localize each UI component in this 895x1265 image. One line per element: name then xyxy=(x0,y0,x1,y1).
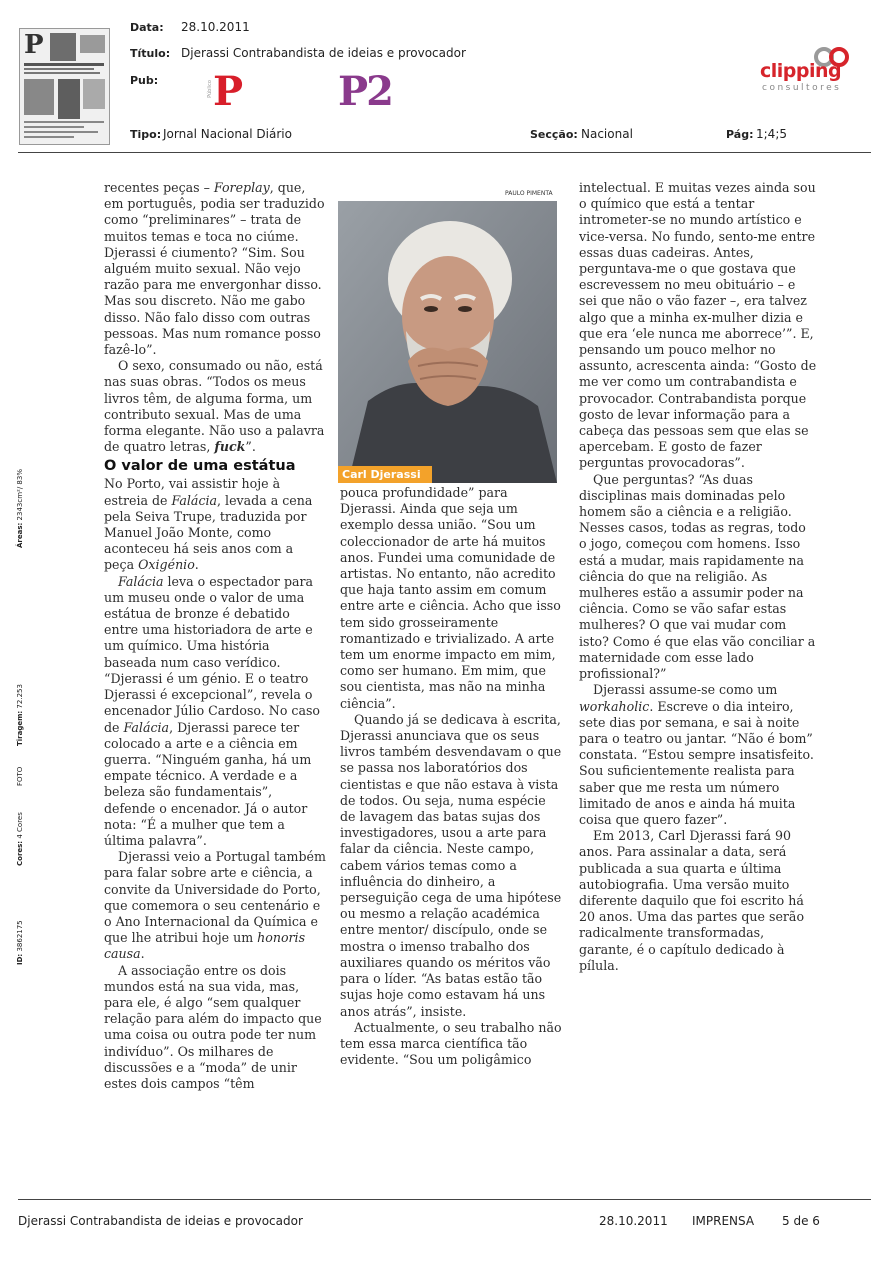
col1-paragraph: Djerassi veio a Portugal também para falar sobre arte e ciência, a convite da Universidade do Porto, que comemora o seu centenário e o Ano Internacional da Química e que lhe atribui hoje um honoris causa. xyxy=(104,849,326,962)
col3-paragraph: Que perguntas? “As duas disciplinas mais dominadas pelo homem são a ciência e a religião. Nesses casos, todas as regras, todo o jogo, começou com homens. Isso está a mudar, mais rapidamente na ciência do que na religião. As mulheres estão a assumir poder na ciência. Como se vão safar estas mulheres? O que vai mudar com isto? Como é que elas vão conciliar a maternidade com esse lado profissional?” xyxy=(579,471,816,682)
col2-paragraph: Actualmente, o seu trabalho não tem essa marca científica tão evidente. “Sou um poligâmico xyxy=(340,1019,562,1068)
tipo-value: Jornal Nacional Diário xyxy=(163,127,292,141)
portrait-photo xyxy=(338,201,557,483)
footer-divider xyxy=(18,1199,871,1200)
col1-paragraph: O sexo, consumado ou não, está nas suas obras. “Todos os meus livros têm, de alguma forma, um contributo sexual. Mas de uma forma elegante. Não uso a palavra de quatro letras, fuck”. xyxy=(104,358,325,455)
col1-paragraph: No Porto, vai assistir hoje à estreia de Falácia, levada a cena pela Seiva Trupe, traduzida por Manuel João Monte, como aconteceu há seis anos com a peça Oxigénio. xyxy=(104,476,313,573)
header-divider xyxy=(18,152,871,153)
titulo-value: Djerassi Contrabandista de ideias e provocador xyxy=(181,46,466,60)
clipping-word: clipping xyxy=(760,60,842,82)
col1-paragraph: recentes peças – Foreplay, que, em português, podia ser traduzido como “preliminares” – trata de muitos temas e toca no ciúme. Djerassi é ciumento? “Sim. Sou alguém muito sexual. Não vejo razão para me envergonhar disso. Mas sou discreto. Não me gabo disso. Não falo disso com outras pessoas. Mas num romance posso fazê-lo”. xyxy=(104,180,325,358)
tiragem-value: 72.253 xyxy=(16,684,24,709)
article-column-3 xyxy=(579,180,817,974)
newspaper-thumbnail xyxy=(19,28,110,145)
publico-logo xyxy=(206,68,253,115)
col3-paragraph: Em 2013, Carl Djerassi fará 90 anos. Para assinalar a data, será publicada a sua quarta e última autobiografia. Uma versão muito diferente daquilo que foi escrito há 20 anos. Uma das partes que serão radicalmente transformadas, garante, é o capítulo dedicado à pílula. xyxy=(579,828,805,973)
p2-logo-letters: P2 xyxy=(338,68,392,115)
id-value: 3862175 xyxy=(16,920,24,952)
data-value: 28.10.2011 xyxy=(181,20,250,34)
svg-text:P: P xyxy=(24,30,44,60)
clipping-sub: consultores xyxy=(762,83,842,93)
seccao-value: Nacional xyxy=(581,127,633,141)
col3-paragraph: Djerassi assume-se como um workaholic. Escreve o dia inteiro, sete dias por semana, e sai à noite para o teatro ou jantar. “Não é bom” constata. “Estou sempre insatisfeito. Sou suficientemente realista para saber que me resta um número limitado de anos e ainda há muita coisa que quero fazer”. xyxy=(579,682,814,827)
pag-value: 1;4;5 xyxy=(756,127,787,141)
id-label: ID: xyxy=(16,953,24,965)
foto-label: FOTO xyxy=(16,766,24,786)
portrait-illustration xyxy=(338,201,557,483)
photo-credit: PAULO PIMENTA xyxy=(505,190,553,197)
col3-paragraph: intelectual. E muitas vezes ainda sou o químico que está a tentar intrometer-se no mundo artístico e vice-versa. No fundo, sento-me entre essas duas cadeiras. Antes, perguntava-me o que gostava que escrevessem no meu obituário – e sei que não o vão fazer –, era talvez algo que a minha ex-mulher dizia e que era ‘ele nunca me aborrece’”. E, pensando um pouco melhor no assunto, acrescenta ainda: “Gosto de me ver como um contrabandista e provocador. Contrabandista porque gosto de levar informação para a cabeça das pessoas sem que elas se apercebam. E gosto de fazer perguntas provocadoras”. xyxy=(579,180,817,471)
article-column-2 xyxy=(340,485,562,1068)
pag-label: Pág: xyxy=(726,128,754,141)
p2-logo xyxy=(338,68,398,115)
cores-value: 4 Cores xyxy=(16,812,24,839)
tipo-label: Tipo: xyxy=(130,128,162,141)
data-label: Data: xyxy=(130,21,164,34)
col2-paragraph: Quando já se dedicava à escrita, Djerassi anunciava que os seus livros também desvendavam o que se passa nos laboratórios dos cientistas e que não estava à vista de todos. Ou seja, numa espécie de lavagem das batas sujas dos investigadores, usou a arte para falar da ciência. Neste campo, cabem vários temas como a influência do dinheiro, a perseguição cega de uma hipótese ou mesmo a relação académica entre mentor/ discípulo, onde se mostra o imenso trabalho dos auxiliares quando os méritos vão para o líder. “As batas estão tão sujas hoje como estavam há uns anos atrás”, insiste. xyxy=(340,711,562,1019)
pub-label: Pub: xyxy=(130,74,159,87)
seccao-label: Secção: xyxy=(530,128,578,141)
footer-type: IMPRENSA xyxy=(692,1214,755,1228)
titulo-label: Título: xyxy=(130,47,171,60)
footer-page: 5 de 6 xyxy=(782,1214,820,1228)
publico-logo-letter: P xyxy=(213,68,244,115)
col2-paragraph: pouca profundidade” para Djerassi. Ainda que seja um exemplo dessa união. “Sou um coleccionador de arte há muitos anos. Fundei uma comunidade de artistas. No entanto, não acredito que haja tanto assim em comum entre arte e ciência. Acho que isso tem sido grosseiramente romantizado e trivializado. A arte tem um enorme impacto em mim, como ser humano. Em mim, que sou cientista, mas não na minha ciência”. xyxy=(340,485,561,711)
clipping-logo xyxy=(760,40,870,100)
tiragem-label: Tiragem: xyxy=(16,710,24,746)
footer-title: Djerassi Contrabandista de ideias e provocador xyxy=(18,1214,303,1228)
footer-date: 28.10.2011 xyxy=(599,1214,668,1228)
publico-logo-small: Público xyxy=(206,80,213,98)
areas-label: Áreas: xyxy=(16,522,24,548)
article-column-1 xyxy=(104,180,326,1092)
section-heading: O valor de uma estátua xyxy=(104,458,296,475)
photo-caption: Carl Djerassi xyxy=(338,466,432,483)
cores-label: Cores: xyxy=(16,840,24,866)
col1-paragraph: A associação entre os dois mundos está na sua vida, mas, para ele, é algo “sem qualquer relação para além do impacto que uma coisa ou outra pode ter num indivíduo”. Os milhares de discussões e a “moda” de unir estes dois campos “têm xyxy=(104,962,322,1091)
areas-value: 2343cm²/ 83% xyxy=(16,469,24,521)
col1-paragraph: Falácia leva o espectador para um museu onde o valor de uma estátua de bronze é debatido entre uma historiadora de arte e um químico. Uma história baseada num caso verídico. “Djerassi é um génio. E o teatro Djerassi é excepcional”, revela o encenador Júlio Cardoso. No caso de Falácia, Djerassi parece ter colocado a arte e a ciência em guerra. “Ninguém ganha, há um empate técnico. A verdade e a beleza são fundamentais”, defende o encenador. Já o autor nota: “É a mulher que tem a última palavra”. xyxy=(104,573,321,848)
